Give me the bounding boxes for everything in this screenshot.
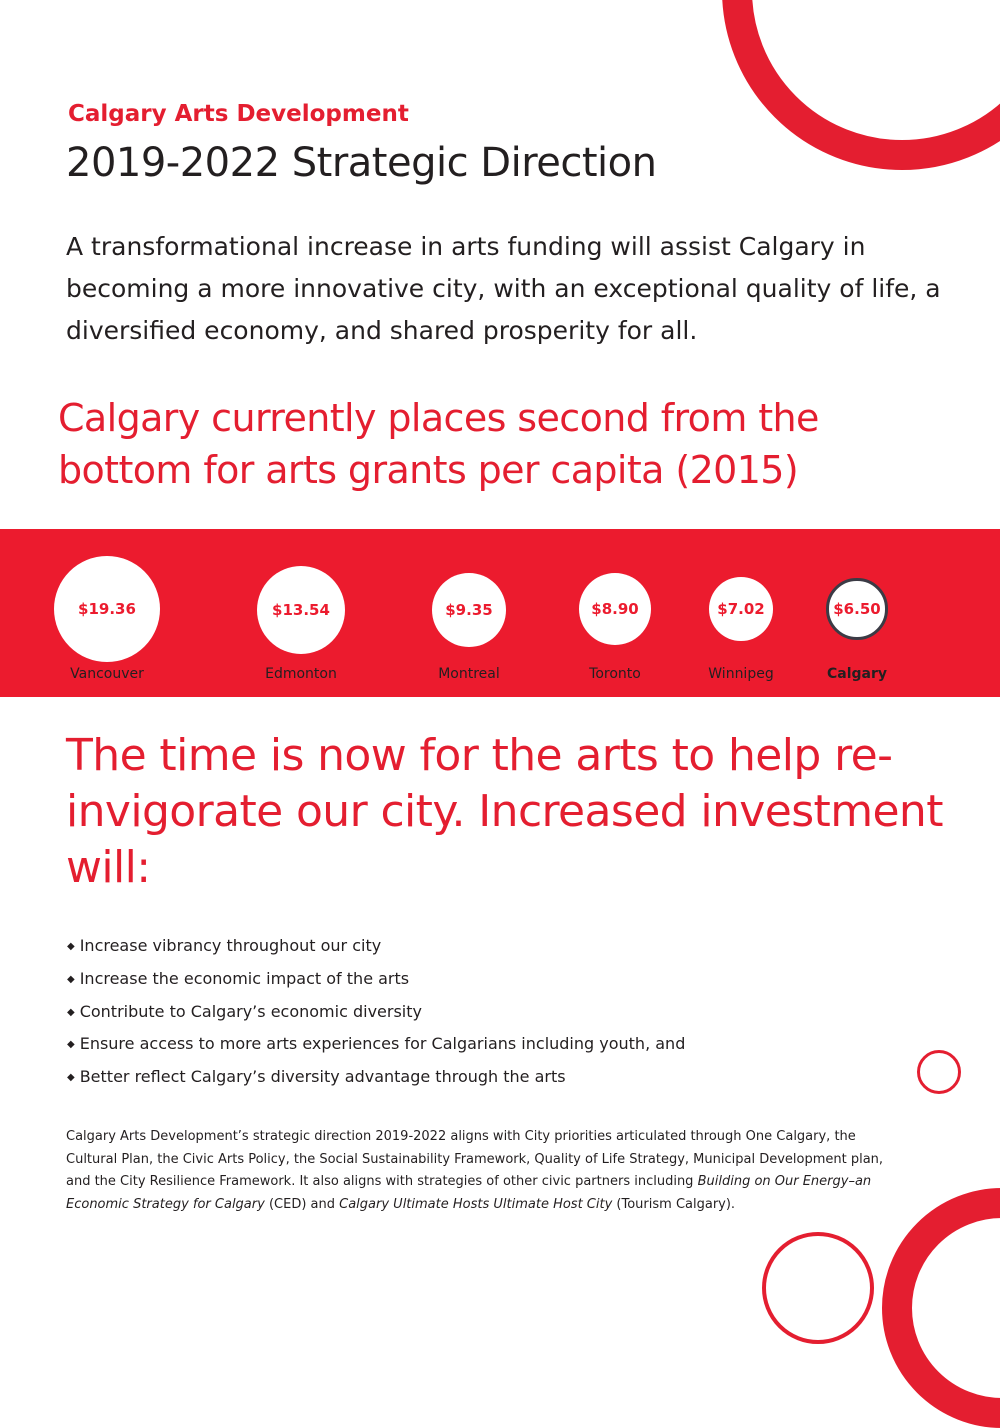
city-name-label: Toronto	[589, 666, 641, 682]
top-right-ring-decoration	[722, 0, 1000, 170]
list-item	[67, 963, 685, 996]
diamond-icon: ◆	[67, 1006, 75, 1018]
footer-italic-title: Calgary Ultimate Hosts Ultimate Host City	[339, 1196, 613, 1212]
page-title: 2019-2022 Strategic Direction	[66, 140, 657, 186]
bullet-text: Contribute to Calgary’s economic diversity	[79, 1001, 422, 1021]
footer-italic-title: Building on Our Energy–an Economic Strategy for Calgary	[66, 1174, 872, 1212]
bullet-text: Ensure access to more arts experiences for Calgarians including youth, and	[79, 1034, 686, 1054]
city-name-label: Winnipeg	[708, 666, 774, 682]
amount-bubble: $8.90	[579, 573, 651, 645]
diamond-icon: ◆	[67, 1039, 75, 1051]
bullet-text: Increase vibrancy throughout our city	[79, 936, 382, 955]
organization-name: Calgary Arts Development	[68, 101, 409, 127]
diamond-icon: ◆	[67, 941, 75, 952]
bullet-text: Better reflect Calgary’s diversity advantage through the arts	[79, 1067, 566, 1087]
investment-headline: The time is now for the arts to help re-invigorate our city. Increased investment will:	[66, 730, 943, 893]
city-name-label: Montreal	[438, 666, 500, 682]
list-item	[67, 1028, 685, 1061]
investment-bullet-list	[67, 930, 685, 1094]
ranking-headline: Calgary currently places second from the bottom for arts grants per capita (2015)	[58, 396, 819, 492]
list-item	[67, 1061, 685, 1094]
list-item	[67, 930, 685, 963]
diamond-icon: ◆	[67, 973, 75, 985]
list-item	[67, 996, 685, 1029]
footer-text: (Tourism Calgary).	[612, 1196, 736, 1212]
bottom-right-arc-decoration	[882, 1188, 1000, 1428]
amount-bubble: $7.02	[709, 577, 773, 641]
intro-paragraph: A transformational increase in arts funding will assist Calgary in becoming a more innovative city, with an exceptional quality of life, a diversified economy, and shared prosperity for all.	[66, 232, 941, 345]
footer-text: Calgary Arts Development’s strategic direction 2019-2022 aligns with City priorities articulated through One Calgary, the Cultural Plan, the Civic Arts Policy, the Social Sustainability Framework, Quality of Life Strategy, Municipal Development plan, and the City Resilience Framework. It also aligns with strategies of other civic partners including	[66, 1129, 884, 1189]
arts-grants-per-capita-band	[0, 529, 1000, 697]
city-name-label: Calgary	[826, 666, 888, 682]
small-ring-decoration	[917, 1050, 961, 1094]
bottom-ring-decoration	[762, 1232, 874, 1344]
footer-paragraph	[66, 1126, 906, 1216]
city-calgary	[0, 529, 1000, 697]
city-name-label: Edmonton	[265, 666, 337, 682]
amount-bubble: $6.50	[826, 578, 887, 639]
city-name-label: Vancouver	[70, 666, 144, 682]
footer-text: (CED) and	[264, 1196, 340, 1212]
bullet-text: Increase the economic impact of the arts	[79, 968, 410, 988]
amount-bubble: $19.36	[54, 556, 160, 662]
amount-bubble: $9.35	[432, 573, 506, 647]
amount-bubble: $13.54	[257, 566, 346, 655]
diamond-icon: ◆	[67, 1072, 75, 1084]
